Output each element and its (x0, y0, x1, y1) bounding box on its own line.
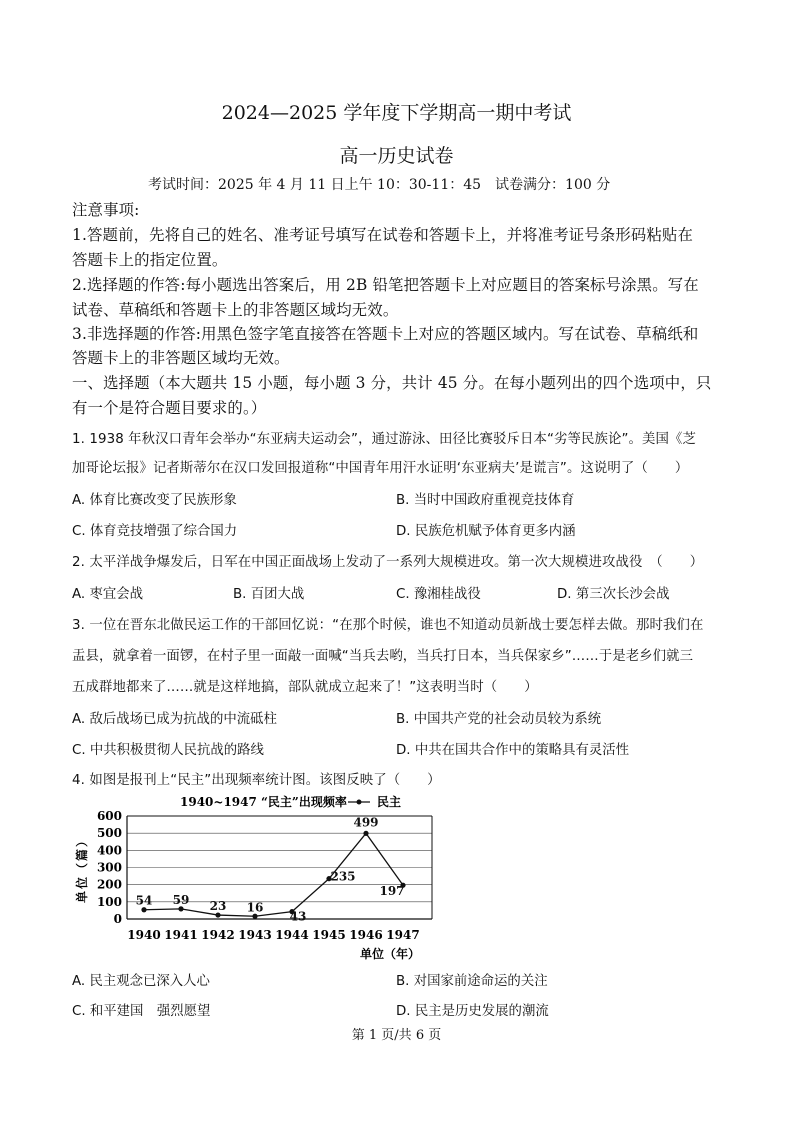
question-4-option-a[interactable]: A. 民主观念已深入人心 (72, 974, 210, 989)
legend-marker (357, 800, 362, 805)
data-label: 499 (353, 815, 379, 830)
page-number: 第 1 页/共 6 页 (351, 1028, 442, 1043)
x-tick-label: 1940 (127, 928, 161, 942)
legend-label: 民主 (377, 795, 402, 809)
notes-line: 2.选择题的作答:每小题选出答案后，用 2B 铅笔把答题卡上对应题目的答案标号涂黑。写在 (72, 276, 699, 294)
question-1-stem: 加哥论坛报》记者斯蒂尔在汉口发回报道称“中国青年用汗水证明‘东亚病夫’是谎言”。这说明了（ ） (72, 461, 689, 476)
data-label: 197 (379, 884, 405, 899)
x-tick-labels (127, 928, 419, 942)
exam-info: 考试时间：2025 年 4 月 11 日上午 10：30-11：45 试卷满分：100 分 (148, 177, 611, 193)
question-2-option-a[interactable]: A. 枣宜会战 (72, 587, 143, 602)
exam-title: 2024—2025 学年度下学期高一期中考试 (221, 102, 572, 124)
question-3-option-d[interactable]: D. 中共在国共合作中的策略具有灵活性 (396, 743, 630, 758)
data-point (215, 912, 220, 917)
question-2-option-b[interactable]: B. 百团大战 (233, 587, 305, 602)
question-4-option-d[interactable]: D. 民主是历史发展的潮流 (396, 1004, 549, 1019)
question-1-option-b[interactable]: B. 当时中国政府重视竞技体育 (396, 493, 575, 508)
x-tick-label: 1944 (275, 928, 309, 942)
y-tick-label: 200 (96, 877, 122, 892)
question-1-stem: 1. 1938 年秋汉口青年会举办“东亚病夫运动会”，通过游泳、田径比赛驳斥日本“劣等民族论”。美国《芝 (72, 432, 696, 447)
data-label: 59 (172, 892, 190, 907)
notes-line: 3.非选择题的作答:用黑色签字笔直接答在答题卡上对应的答题区域内。写在试卷、草稿纸和 (72, 325, 699, 343)
data-label: 235 (330, 869, 356, 884)
question-4-option-c[interactable]: C. 和平建国 强烈愿望 (72, 1004, 211, 1019)
question-4-option-b[interactable]: B. 对国家前途命运的关注 (396, 974, 548, 989)
question-2-option-d[interactable]: D. 第三次长沙会战 (557, 587, 670, 602)
data-label: 16 (246, 900, 264, 915)
chart-title: 1940~1947 “民主”出现频率 (180, 795, 347, 809)
y-tick-labels (97, 809, 122, 926)
notes-line: 答题卡上的指定位置。 (72, 251, 228, 269)
question-3-option-a[interactable]: A. 敌后战场已成为抗战的中流砥柱 (72, 712, 277, 727)
x-tick-label: 1942 (201, 928, 235, 942)
x-tick-label: 1943 (238, 928, 272, 942)
y-tick-label: 400 (96, 843, 122, 858)
y-axis-label: 单位（篇） (75, 832, 89, 904)
data-label: 23 (209, 899, 227, 914)
question-3-option-c[interactable]: C. 中共积极贯彻人民抗战的路线 (72, 743, 264, 758)
question-1-option-a[interactable]: A. 体育比赛改变了民族形象 (72, 493, 237, 508)
x-axis-label: 单位（年） (359, 947, 421, 961)
question-3-option-b[interactable]: B. 中国共产党的社会动员较为系统 (396, 712, 602, 727)
y-tick-label: 600 (96, 809, 122, 823)
question-4-stem: 4. 如图是报刊上“民主”出现频率统计图。该图反映了（ ） (72, 773, 441, 788)
data-point (252, 914, 257, 919)
democracy-frequency-chart (72, 792, 452, 964)
question-3-stem: 3. 一位在晋东北做民运工作的干部回忆说：“在那个时候，谁也不知道动员新战士要怎样去做。那时我们在 (72, 618, 704, 633)
exam-subtitle: 高一历史试卷 (339, 145, 454, 167)
y-tick-label: 0 (113, 912, 122, 926)
x-tick-label: 1946 (349, 928, 383, 942)
x-tick-label: 1945 (312, 928, 346, 942)
y-tick-label: 300 (96, 860, 122, 875)
question-3-stem: 五成群地都来了……就是这样地搞，部队就成立起来了！”这表明当时（ ） (72, 680, 538, 695)
question-2-option-c[interactable]: C. 豫湘桂战役 (396, 587, 481, 602)
notes-heading: 注意事项: (72, 201, 140, 219)
x-tick-label: 1941 (164, 928, 198, 942)
data-label: 54 (135, 893, 153, 908)
data-point (141, 907, 146, 912)
data-point (363, 831, 368, 836)
x-tick-label: 1947 (386, 928, 420, 942)
notes-line: 1.答题前，先将自己的姓名、准考证号填写在试卷和答题卡上，并将准考证号条形码粘贴在 (72, 226, 694, 244)
data-label: 43 (289, 909, 307, 924)
section-heading: 一、选择题（本大题共 15 小题，每小题 3 分，共计 45 分。在每小题列出的四个选项中，只 (72, 374, 712, 392)
question-1-option-c[interactable]: C. 体育竞技增强了综合国力 (72, 524, 238, 539)
y-tick-label: 100 (96, 894, 122, 909)
question-2-stem: 2. 太平洋战争爆发后，日军在中国正面战场上发动了一系列大规模进攻。第一次大规模进攻战役 （ ） (72, 555, 704, 570)
notes-line: 试卷、草稿纸和答题卡上的非答题区域均无效。 (72, 301, 399, 319)
data-point (178, 906, 183, 911)
notes-line: 答题卡上的非答题区域均无效。 (72, 349, 290, 367)
question-3-stem: 盂县，就拿着一面锣，在村子里一面敲一面喊“当兵去哟，当兵打日本，当兵保家乡”……于是老乡们就三 (72, 649, 694, 664)
question-1-option-d[interactable]: D. 民族危机赋予体育更多内涵 (396, 524, 576, 539)
section-heading: 有一个是符合题目要求的。） (72, 399, 267, 417)
y-tick-label: 500 (96, 826, 122, 841)
